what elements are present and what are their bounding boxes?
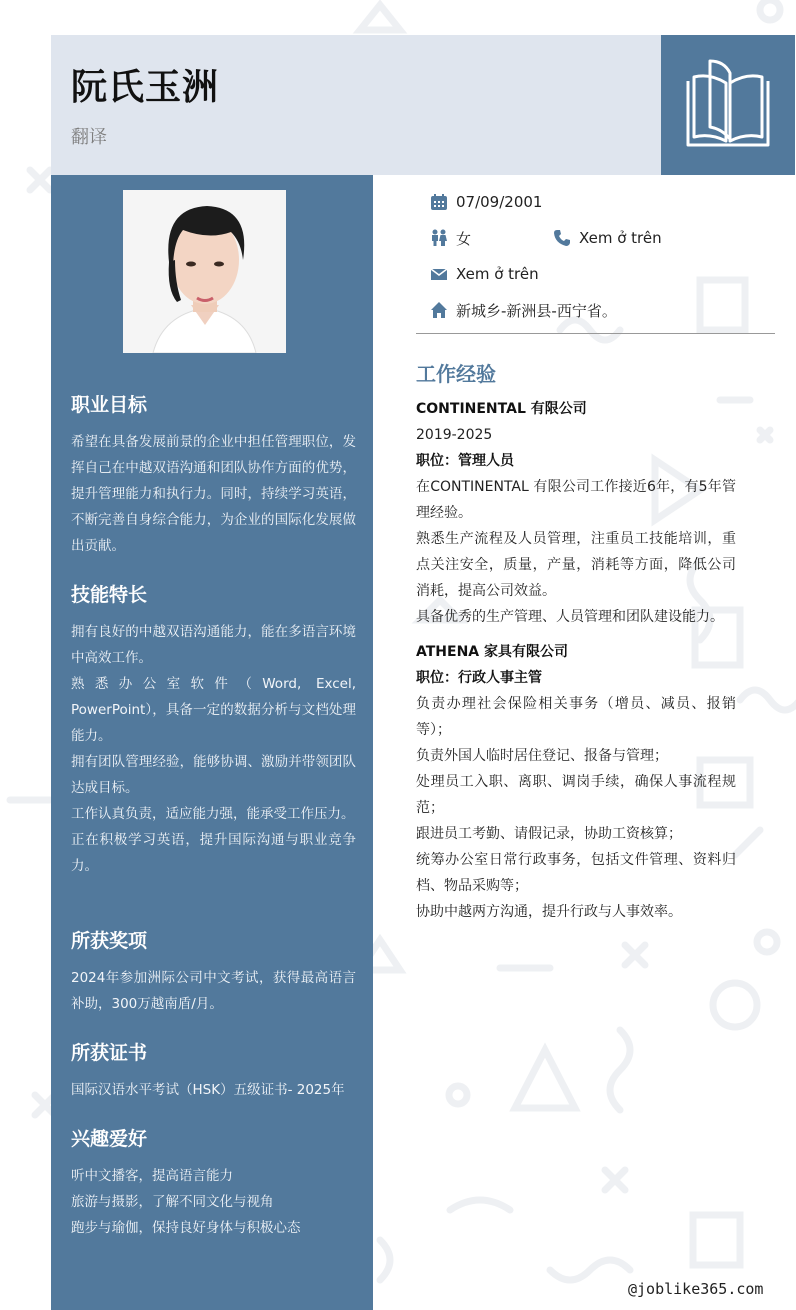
phone-row	[553, 226, 662, 250]
contact-divider	[416, 333, 775, 334]
gender-icon	[430, 229, 448, 247]
sidebar	[51, 175, 373, 1310]
job-detail: 熟悉生产流程及人员管理，注重员工技能培训，重点关注安全，质量，产量，消耗等方面，降低公司消耗，提高公司效益。	[416, 531, 736, 599]
job-title: 翻译	[71, 127, 107, 148]
job-detail: 处理员工入职、离职、调岗手续，确保人事流程规范；	[416, 774, 736, 816]
phone-value: Xem ở trên	[579, 229, 662, 247]
job-position: 职位：行政人事主管	[416, 670, 542, 686]
skill-item: 正在积极学习英语，提升国际沟通与职业竞争力。	[71, 832, 356, 874]
objective-text: 希望在具备发展前景的企业中担任管理职位，发挥自己在中越双语沟通和团队协作方面的优势，提升管理能力和执行力。同时，持续学习英语，不断完善自身综合能力，为企业的国际化发展做出贡献。	[71, 434, 356, 554]
awards-heading: 所获奖项	[71, 930, 148, 952]
hobby-item: 旅游与摄影，了解不同文化与视角	[71, 1194, 274, 1210]
birthdate-value: 07/09/2001	[456, 193, 543, 211]
profile-photo	[123, 190, 286, 353]
phone-icon	[553, 229, 571, 247]
skill-item: 工作认真负责，适应能力强，能承受工作压力。	[71, 806, 355, 822]
address-value: 新城乡-新洲县-西宁省。	[456, 301, 617, 320]
hobbies-section	[71, 1124, 356, 1241]
hobbies-heading: 兴趣爱好	[71, 1128, 148, 1150]
skill-item: 熟悉办公室软件（Word, Excel, PowerPoint），具备一定的数据分析与文档处理能力。	[71, 676, 356, 744]
site-watermark: @joblike365.com	[628, 1280, 764, 1298]
job-entry	[416, 396, 736, 630]
skills-heading: 技能特长	[71, 584, 148, 606]
hobby-item: 跑步与瑜伽，保持良好身体与积极心态	[71, 1220, 301, 1236]
envelope-icon	[430, 265, 448, 283]
calendar-icon	[430, 193, 448, 211]
job-detail: 负责外国人临时居住登记、报备与管理；	[416, 748, 668, 764]
skills-section	[71, 580, 356, 879]
certificates-text: 国际汉语水平考试（HSK）五级证书- 2025年	[71, 1082, 345, 1098]
certificates-section	[71, 1038, 356, 1103]
hobby-item: 听中文播客，提高语言能力	[71, 1168, 233, 1184]
job-detail: 具备优秀的生产管理、人员管理和团队建设能力。	[416, 609, 724, 625]
header-banner	[51, 35, 661, 175]
book-logo-box	[661, 35, 795, 175]
job-detail: 协助中越两方沟通，提升行政与人事效率。	[416, 904, 682, 920]
job-detail: 负责办理社会保险相关事务（增员、减员、报销等）；	[416, 696, 736, 738]
job-detail: 在CONTINENTAL 有限公司工作接近6年，有5年管理经验。	[416, 479, 736, 521]
job-detail: 统筹办公室日常行政事务，包括文件管理、资料归档、物品采购等；	[416, 852, 736, 894]
birthdate-row	[430, 190, 542, 214]
candidate-name: 阮氏玉洲	[71, 67, 220, 108]
address-row	[430, 298, 617, 322]
home-icon	[430, 301, 448, 319]
skill-item: 拥有团队管理经验，能够协调、激励并带领团队达成目标。	[71, 754, 356, 796]
awards-text: 2024年参加洲际公司中文考试，获得最高语言补助，300万越南盾/月。	[71, 970, 356, 1012]
awards-section	[71, 926, 356, 1017]
job-company: CONTINENTAL 有限公司	[416, 401, 587, 417]
objective-section	[71, 390, 356, 559]
skill-item: 拥有良好的中越双语沟通能力，能在多语言环境中高效工作。	[71, 624, 356, 666]
email-row	[430, 262, 539, 286]
objective-heading: 职业目标	[71, 394, 148, 416]
certificates-heading: 所获证书	[71, 1042, 148, 1064]
job-period: 2019-2025	[416, 427, 493, 443]
gender-value: 女	[456, 229, 472, 248]
experience-heading: 工作经验	[416, 362, 496, 386]
gender-row	[430, 226, 471, 250]
job-position: 职位：管理人员	[416, 453, 514, 469]
job-entry	[416, 639, 736, 925]
email-value: Xem ở trên	[456, 265, 539, 283]
job-company: ATHENA 家具有限公司	[416, 644, 569, 660]
open-book-icon	[680, 57, 776, 153]
job-detail: 跟进员工考勤、请假记录，协助工资核算；	[416, 826, 682, 842]
